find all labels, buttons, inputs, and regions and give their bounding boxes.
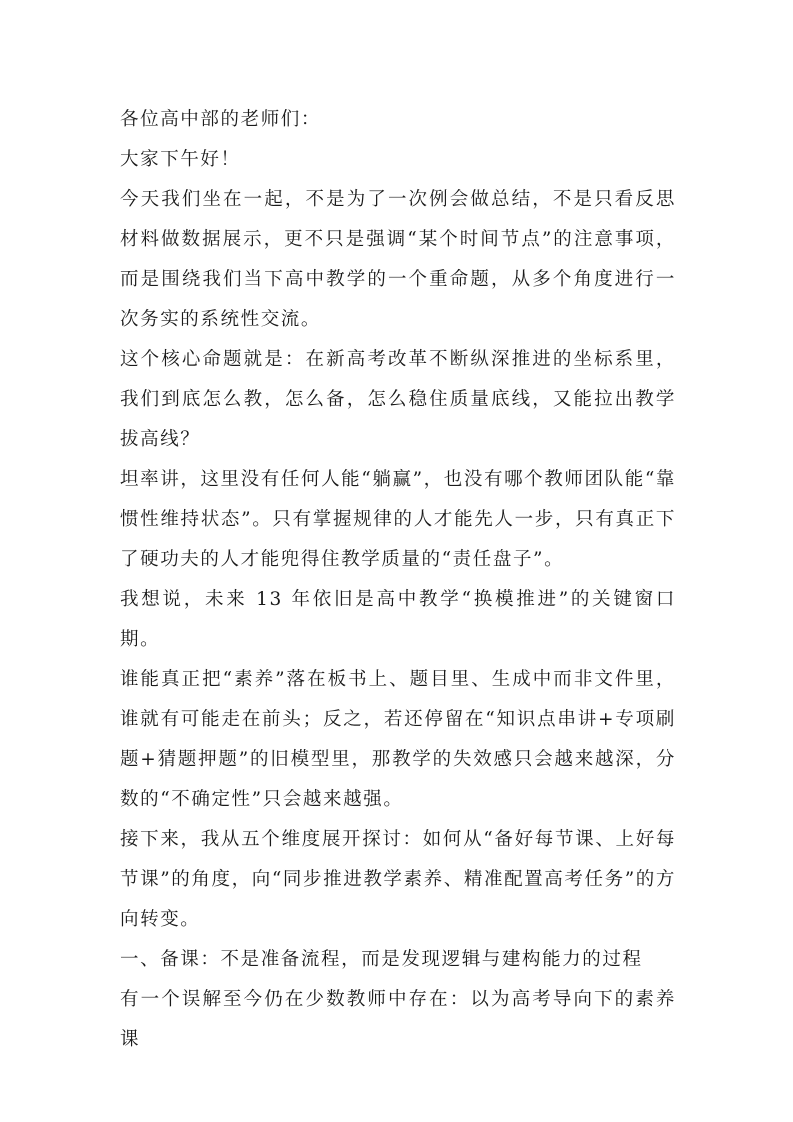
- paragraph-misunderstanding: 有一个误解至今仍在少数教师中存在：以为高考导向下的素养课: [120, 989, 676, 1050]
- paragraph-five-dimensions: 接下来，我从五个维度展开探讨：如何从“备好每节课、上好每节课”的角度，向“同步推进教学素养、精准配置高考任务”的方向转变。: [120, 829, 676, 930]
- paragraph-candid: 坦率讲，这里没有任何人能“躺赢”，也没有哪个教师团队能“靠惯性维持状态”。只有掌握规律的人才能先人一步，只有真正下了硬功夫的人才能兜得住教学质量的“责任盘子”。: [120, 469, 676, 570]
- paragraph-window-period: 我想说，未来 13 年依旧是高中教学“换模推进”的关键窗口期。: [120, 589, 676, 650]
- section-heading-1: 一、备课：不是准备流程，而是发现逻辑与建构能力的过程: [120, 949, 643, 970]
- document-body: [120, 100, 676, 1060]
- salutation: 各位高中部的老师们：: [120, 109, 322, 130]
- paragraph-intro: 今天我们坐在一起，不是为了一次例会做总结，不是只看反思材料做数据展示，更不只是强调“某个时间节点”的注意事项，而是围绕我们当下高中教学的一个重命题，从多个角度进行一次务实的系统性交流。: [120, 189, 676, 330]
- paragraph-literacy: 谁能真正把“素养”落在板书上、题目里、生成中而非文件里，谁就有可能走在前头；反之，若还停留在“知识点串讲+专项刷题+猜题押题”的旧模型里，那教学的失效感只会越来越深，分数的“不确定性”只会越来越强。: [120, 669, 676, 810]
- paragraph-core-question: 这个核心命题就是：在新高考改革不断纵深推进的坐标系里，我们到底怎么教，怎么备，怎么稳住质量底线，又能拉出教学拔高线？: [120, 349, 676, 450]
- greeting: 大家下午好！: [120, 149, 241, 170]
